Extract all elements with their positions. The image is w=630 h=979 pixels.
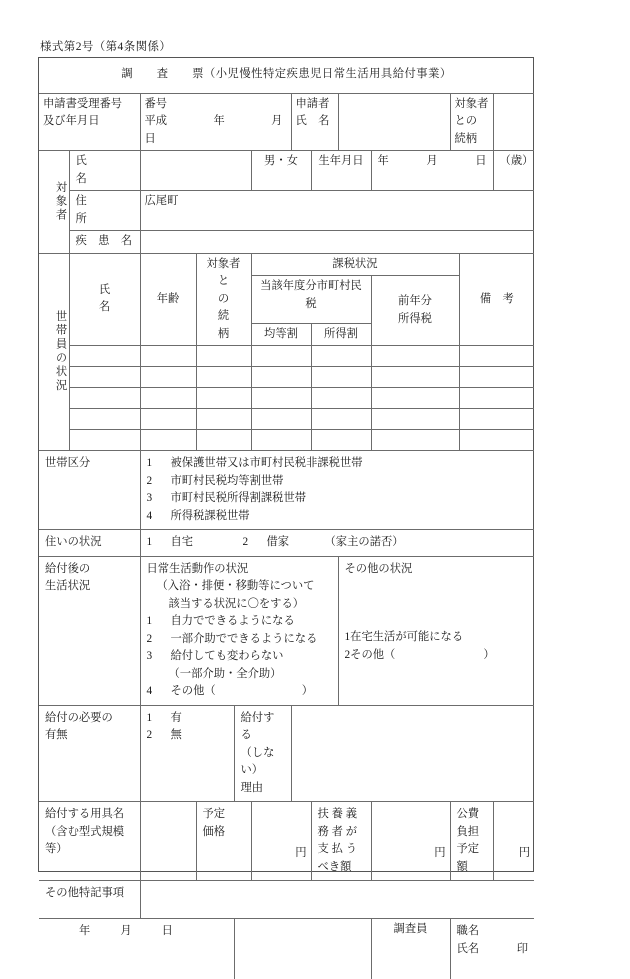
seal-marker: 印 [516,942,529,955]
household-col-relation-header [196,253,251,346]
daily-activity-status-block[interactable] [140,556,338,705]
applicant-label-line2: 氏 名 [295,115,330,127]
household-age-cell[interactable] [140,346,196,367]
household-remarks-cell[interactable] [459,430,534,451]
payer-label-line4: べき額 [317,860,352,873]
household-remarks-header: 備 考 [459,253,534,346]
household-remarks-cell[interactable] [459,367,534,388]
category-option-4-num: 4 [146,509,153,522]
applicant-label-line1: 申請者 [295,97,330,110]
relation-header-line1: 対象者 [206,257,241,270]
subject-vertical-label [39,151,69,254]
birth-year-label: 年 [377,155,389,167]
birth-month-label: 月 [426,155,438,167]
payer-label-line1: 扶 養 義 [317,808,358,820]
birthdate-input[interactable] [371,151,493,191]
subject-disease-row [39,231,534,254]
category-option-3[interactable] [147,490,529,508]
household-relation-cell[interactable] [196,346,251,367]
daily-activity-option-1[interactable] [147,613,332,631]
grant-option-1-text: 有 [170,711,182,724]
category-option-1-text: 被保護世帯又は市町村民税非課税世帯 [170,457,363,469]
category-option-4-text: 所得税課税世帯 [170,509,250,522]
household-percapita-cell[interactable] [251,388,311,409]
receipt-label-cell [39,93,140,151]
other-status-spacer [345,578,529,629]
post-grant-life-row [39,556,534,705]
payer-label-line2: 務 者 が [317,825,358,838]
other-notes-label: その他特記事項 [39,881,140,919]
surveyor-fields[interactable] [450,919,534,979]
day-label: 日 [144,132,156,145]
number-label: 番号 [144,97,168,110]
daily-option-1-text: 自力でできるようになる [170,615,295,627]
prev-year-tax-header [371,276,459,346]
household-prevyear-cell[interactable] [371,346,459,367]
daily-option-2-text: 一部介助でできるようになる [170,632,318,645]
receipt-label-line1: 申請書受理番号 [43,97,123,110]
daily-option-3-num: 3 [146,650,153,662]
daily-option-2-num: 2 [146,632,153,645]
household-incomelevy-cell[interactable] [311,430,371,451]
household-incomelevy-cell[interactable] [311,346,371,367]
age-field[interactable] [493,151,534,191]
subject-address-label-text: 住 所 [75,195,133,225]
surveyor-post-label: 職名 [456,925,480,937]
daily-option-3-text: 給付しても変わらない [170,650,284,662]
page-title: 調 査 票（小児慢性特定疾患児日常生活用具給付事業） [39,58,534,93]
other-notes-input[interactable] [140,881,534,919]
subject-name-input[interactable] [140,151,251,191]
household-age-cell[interactable] [140,430,196,451]
daily-option-3-sub: （一部介助・全介助） [168,667,282,680]
grant-reason-input[interactable] [291,705,534,802]
subject-name-label [69,151,140,191]
household-name-cell[interactable] [69,367,140,388]
household-col-name-text: 氏 名 [98,283,156,314]
household-age-cell[interactable] [140,367,196,388]
gender-field[interactable]: 男・女 [251,151,311,191]
public-funding-label [450,802,493,881]
other-status-block[interactable] [338,556,534,705]
public-funding-input-cell[interactable] [493,802,534,881]
daily-activity-note-line1: （入浴・排便・移動等について [156,580,315,592]
housing-row [39,530,534,557]
daily-option-4-text: その他（ [170,685,216,697]
household-incomelevy-cell[interactable] [311,409,371,430]
household-name-cell[interactable] [69,388,140,409]
post-grant-label-line2: 生活状況 [45,580,91,592]
other-option-2-close: ） [483,648,495,661]
housing-option-2-text: 借家 [266,536,290,548]
grant-necessity-label [39,705,140,802]
relation-value-input[interactable] [493,93,534,151]
category-option-1[interactable] [147,455,529,473]
birth-day-label: 日 [475,155,487,167]
public-label-line4: 額 [456,860,468,873]
payer-amount-input-cell[interactable] [371,802,450,881]
table-row[interactable] [39,346,534,367]
month-label: 月 [271,115,283,127]
relation-header-line3: 続 柄 [217,310,252,340]
per-capita-header: 均等割 [251,323,311,346]
subject-name-row [39,151,534,191]
household-name-cell[interactable] [69,409,140,430]
household-relation-cell[interactable] [196,367,251,388]
grant-necessity-option-2[interactable] [147,727,228,745]
relation-header-line2: と の [217,275,252,305]
grant-necessity-label-line1: 給付の必要の [45,711,113,724]
municipal-tax-header: 当該年度分市町村民税 [251,276,371,324]
equipment-name-label [39,802,140,881]
other-option-2-text: その他（ [350,648,396,661]
household-age-cell[interactable] [140,388,196,409]
prev-year-line2: 所得税 [398,312,432,325]
prev-year-line1: 前年分 [398,295,432,307]
daily-activity-option-3[interactable] [147,648,332,666]
price-label-line1: 予定 [202,808,226,820]
other-status-heading: その他の状況 [344,562,413,575]
equipment-name-input[interactable] [140,802,196,881]
household-percapita-cell[interactable] [251,367,311,388]
daily-activity-note-line2: 該当する状況に〇をする） [168,597,305,610]
household-vertical-label-text: 世帯員の状況 [54,310,67,394]
public-label-line2: 負担 [456,825,480,838]
other-status-option-1[interactable] [345,629,529,647]
year-label: 年 [213,115,225,127]
household-relation-cell[interactable] [196,409,251,430]
signature-spacer [234,919,371,979]
housing-option-1-num: 1 [146,536,153,548]
household-category-label: 世帯区分 [39,451,140,530]
household-percapita-cell[interactable] [251,409,311,430]
signature-month: 月 [120,925,132,937]
household-col-name-header [69,253,156,346]
survey-form-table [39,58,534,979]
other-option-1-text: 在宅生活が可能になる [350,631,464,643]
subject-address-input[interactable]: 広尾町 [140,191,534,231]
public-label-line3: 予定 [456,843,480,855]
housing-landlord-note: （家主の諾否） [324,536,404,548]
household-header-row-1 [39,253,534,276]
grant-option-1-num: 1 [146,711,153,724]
household-name-cell[interactable] [69,430,140,451]
payer-amount-label [311,802,371,881]
household-tax-status-header: 課税状況 [251,253,459,276]
household-prevyear-cell[interactable] [371,367,459,388]
other-option-1-num: 1 [344,631,351,643]
price-label [196,802,251,881]
household-incomelevy-cell[interactable] [311,388,371,409]
age-paren-open: （ [499,155,511,167]
grant-option-2-num: 2 [146,729,153,741]
household-relation-cell[interactable] [196,430,251,451]
household-prevyear-cell[interactable] [371,409,459,430]
subject-name-label-text: 氏 名 [75,155,133,185]
age-unit: 歳） [510,155,534,167]
grant-reason-line1: 給付する [240,711,275,741]
household-relation-cell[interactable] [196,388,251,409]
signature-row [39,919,534,979]
daily-option-1-num: 1 [146,615,153,627]
income-levy-header: 所得割 [311,323,371,346]
relation-label-cell [450,93,493,151]
housing-option-2-num: 2 [242,536,249,548]
grant-necessity-row [39,705,534,802]
table-row[interactable] [39,388,534,409]
subject-disease-input[interactable] [140,231,534,254]
relation-label-line1: 対象者との [454,97,489,127]
form-code: 様式第2号（第4条関係） [40,41,172,53]
signature-day: 日 [161,925,173,937]
equipment-label-line1: 給付する用具名 [45,808,125,820]
category-option-3-text: 市町村民税所得割課税世帯 [170,492,307,504]
form-outer-frame [38,57,534,955]
household-name-cell[interactable] [69,346,140,367]
public-unit: 円 [518,846,531,859]
grant-reason-label [234,705,291,802]
payer-unit: 円 [434,846,446,859]
subject-address-row [39,191,534,231]
surveyor-label: 調査員 [371,919,450,979]
grant-necessity-options[interactable] [140,705,234,802]
category-option-2[interactable] [147,473,529,491]
surveyor-name-line[interactable] [457,941,529,959]
table-row[interactable] [39,367,534,388]
table-row[interactable] [39,409,534,430]
household-remarks-cell[interactable] [459,346,534,367]
price-label-line2: 価格 [202,825,226,838]
post-grant-label-line1: 給付後の [45,562,91,575]
application-receipt-row [39,93,534,151]
subject-disease-label [69,231,140,254]
household-percapita-cell[interactable] [251,346,311,367]
household-age-cell[interactable] [140,409,196,430]
household-prevyear-cell[interactable] [371,430,459,451]
household-remarks-cell[interactable] [459,388,534,409]
daily-option-4-num: 4 [146,685,153,697]
price-unit: 円 [295,846,307,859]
grant-necessity-option-1[interactable] [147,710,228,728]
grant-option-2-text: 無 [170,729,182,741]
birthdate-label: 生年月日 [311,151,371,191]
grant-necessity-label-line2: 有無 [45,729,68,741]
title-row [39,58,534,93]
equipment-label-line3: 等） [45,843,68,855]
category-option-2-text: 市町村民税均等割世帯 [170,474,284,487]
housing-option-1-text: 自宅 [170,536,194,548]
other-option-2-num: 2 [344,648,351,661]
household-prevyear-cell[interactable] [371,388,459,409]
category-option-3-num: 3 [146,492,153,504]
grant-reason-line3: 理由 [240,781,264,794]
signature-year: 年 [79,925,91,937]
household-incomelevy-cell[interactable] [311,367,371,388]
applicant-label-cell [291,93,338,151]
signature-date-block[interactable] [39,919,234,979]
other-status-option-2[interactable] [345,647,529,665]
household-remarks-cell[interactable] [459,409,534,430]
housing-options[interactable] [140,530,534,557]
equipment-row [39,802,534,881]
daily-activity-option-2[interactable] [147,631,332,649]
grant-reason-line2: （しない） [240,746,275,776]
table-row[interactable] [39,430,534,451]
receipt-label-line2: 及び年月日 [43,115,100,127]
category-option-1-num: 1 [146,457,153,469]
category-option-4[interactable] [147,508,529,526]
other-notes-row [39,881,534,919]
surveyor-post-line[interactable] [457,923,529,941]
receipt-number-cell[interactable] [140,93,291,151]
price-input-cell[interactable] [251,802,311,881]
subject-vertical-label-text: 対象者 [54,181,67,223]
household-category-row [39,451,534,530]
era-label: 平成 [144,115,168,127]
public-label-line1: 公費 [456,808,480,820]
category-option-2-num: 2 [146,474,153,487]
daily-activity-heading: 日常生活動作の状況 [146,562,249,575]
applicant-name-input[interactable] [338,93,450,151]
relation-label-line2: 続柄 [454,132,478,145]
equipment-label-line2: （含む型式規模 [45,825,125,838]
household-col-age-header: 年齢 [140,253,196,346]
household-percapita-cell[interactable] [251,430,311,451]
household-category-options[interactable] [140,451,534,530]
surveyor-name-label: 氏名 [456,942,480,955]
household-vertical-label [39,253,69,451]
payer-label-line3: 支 払 う [317,843,358,855]
daily-option-4-close: ） [301,685,314,697]
housing-label: 住いの状況 [39,530,140,557]
subject-disease-label-text: 疾 患 名 [75,235,132,247]
post-grant-life-label [39,556,140,705]
subject-address-label [69,191,140,231]
daily-activity-option-4[interactable] [147,683,332,701]
housing-option-group[interactable] [147,534,529,552]
